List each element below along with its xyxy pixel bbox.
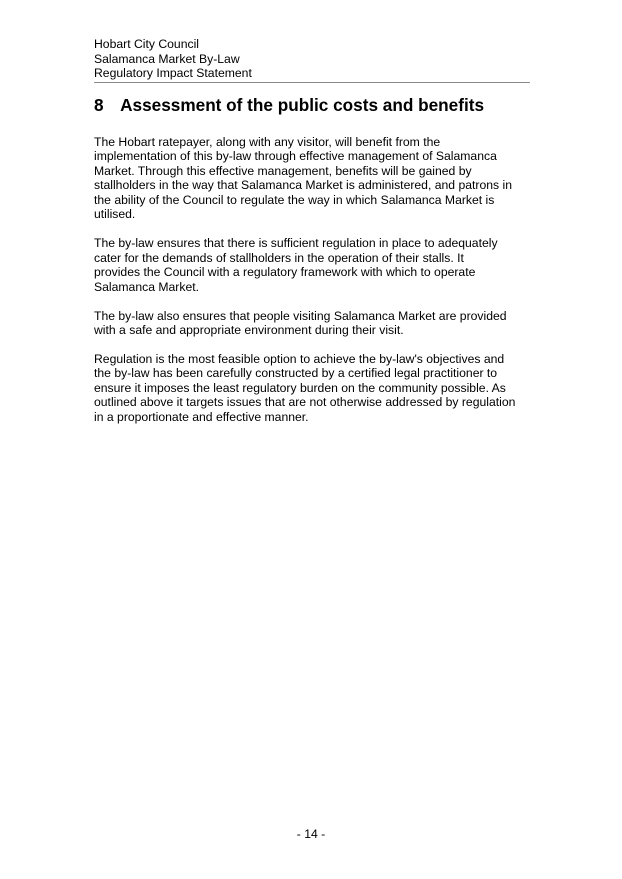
paragraph-line: The by-law ensures that there is sufficient regulation in place to adequately xyxy=(94,236,498,251)
paragraph-line: ensure it imposes the least regulatory burden on the community possible. As xyxy=(94,380,506,395)
paragraph-safety xyxy=(94,309,534,338)
paragraph-line: The by-law also ensures that people visiting Salamanca Market are provided xyxy=(94,308,507,323)
page-number: - 14 - xyxy=(296,827,326,841)
paragraph-line: the by-law has been carefully constructed by a certified legal practitioner to xyxy=(94,366,498,381)
paragraph-line: Salamanca Market. xyxy=(94,279,199,294)
section-heading xyxy=(94,94,484,116)
paragraph-line: utilised. xyxy=(94,207,136,222)
paragraph-line: with a safe and appropriate environment during their visit. xyxy=(94,322,404,337)
document-body xyxy=(94,135,534,439)
paragraph-line: stallholders in the way that Salamanca Market is administered, and patrons in xyxy=(94,178,512,193)
section-number: 8 xyxy=(94,95,104,115)
header-organisation: Hobart City Council xyxy=(94,37,199,51)
paragraph-line: outlined above it targets issues that are not otherwise addressed by regulation xyxy=(94,395,516,410)
paragraph-regulation xyxy=(94,236,534,294)
paragraph-feasibility xyxy=(94,352,534,424)
header-document-title: Salamanca Market By-Law xyxy=(94,51,240,66)
paragraph-line: in a proportionate and effective manner. xyxy=(94,409,309,424)
paragraph-line: the ability of the Council to regulate the way in which Salamanca Market is xyxy=(94,192,495,207)
paragraph-line: Regulation is the most feasible option to achieve the by-law's objectives and xyxy=(94,351,505,366)
paragraph-line: cater for the demands of stallholders in the operation of their stalls. It xyxy=(94,250,464,265)
paragraph-line: provides the Council with a regulatory framework with which to operate xyxy=(94,265,476,280)
header-document-type: Regulatory Impact Statement xyxy=(94,66,252,80)
paragraph-line: Market. Through this effective management, benefits will be gained by xyxy=(94,163,472,178)
paragraph-line: implementation of this by-law through effective management of Salamanca xyxy=(94,149,497,164)
paragraph-benefits xyxy=(94,135,534,222)
section-title: Assessment of the public costs and benefits xyxy=(120,95,485,115)
paragraph-line: The Hobart ratepayer, along with any visitor, will benefit from the xyxy=(94,135,441,149)
page-header xyxy=(94,37,530,83)
